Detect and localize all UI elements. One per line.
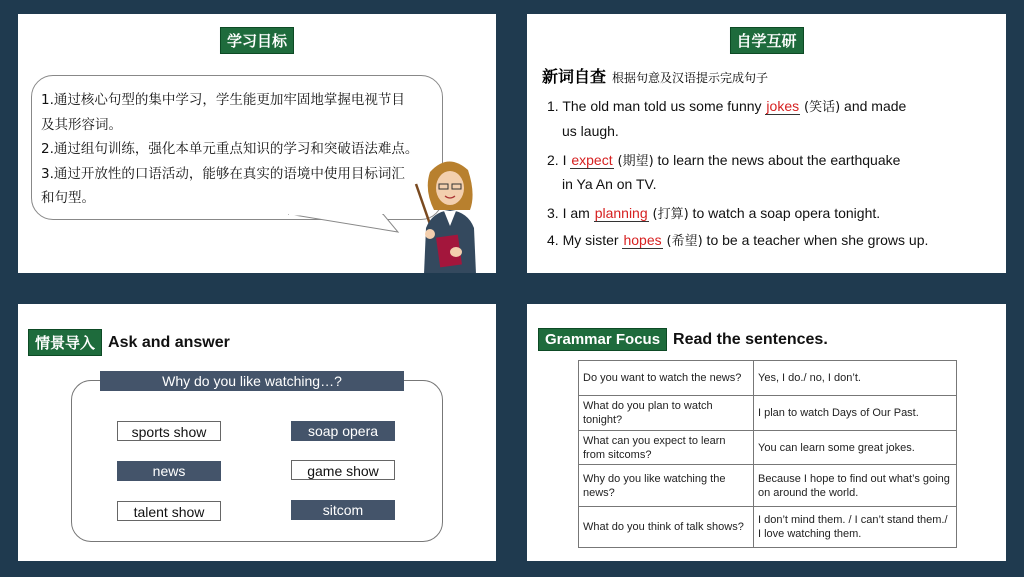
vocab-title: 新词自查 [542,67,607,86]
answer-cell: You can learn some great jokes. [754,431,957,465]
exercise-text: 3. I am [547,205,594,221]
chinese-hint: (笑话) [804,100,841,115]
learning-goals-tag: 学习目标 [220,27,294,54]
goal-line: 及其形容词。 [41,116,122,133]
question-cell: Why do you like watching the news? [579,465,754,507]
exercise-item [547,150,900,169]
goal-line: 1.通过核心句型的集中学习，学生能更加牢固地掌握电视节目 [41,92,405,108]
exercise-text: 2. I [547,152,571,168]
teacher-illustration [410,154,495,273]
question-cell: Do you want to watch the news? [579,361,754,396]
goals-text [41,88,431,211]
learning-goals-slide [18,14,496,273]
exercise-continuation: in Ya An on TV. [562,176,657,192]
answer-cell: I don’t mind them. / I can’t stand them./ I love watching them. [754,507,957,548]
question-cell: What do you plan to watch tonight? [579,396,754,431]
situation-intro-slide [18,304,496,561]
answer-cell: Because I hope to find out what’s going on around the world. [754,465,957,507]
chinese-hint: (打算) [652,207,689,222]
option-talent-show: talent show [117,501,221,521]
exercise-item [547,230,928,249]
slide-header [28,329,230,356]
answer-blank: planning [594,205,648,221]
goal-line: 3.通过开放性的口语活动，能够在真实的语境中使用目标词汇 [41,165,405,182]
answer-blank: jokes [766,98,800,114]
exercise-text: and made [840,98,907,114]
option-sitcom: sitcom [291,500,395,520]
table-row [579,431,957,465]
self-study-tag: 自学互研 [729,27,803,54]
option-game-show: game show [291,460,395,480]
grammar-table [578,360,957,548]
slide-title: Ask and answer [108,333,230,351]
vocab-header [542,64,768,87]
table-row [579,396,957,431]
exercise-continuation: us laugh. [562,123,619,139]
self-study-slide [527,14,1006,273]
exercise-text: 1. The old man told us some funny [547,98,766,114]
situation-tag: 情景导入 [28,329,102,356]
grammar-focus-slide [527,304,1006,561]
slide-header [538,328,828,351]
exercise-text: to learn the news about the earthquake [653,152,901,168]
table-row [579,361,957,396]
exercise-text: to watch a soap opera tonight. [688,205,881,221]
goal-line: 2.通过组句训练，强化本单元重点知识的学习和突破语法难点。 [41,141,419,157]
answer-cell: Yes, I do./ no, I don’t. [754,361,957,396]
exercise-item [547,96,906,115]
table-row [579,465,957,507]
question-bar: Why do you like watching…? [100,371,404,391]
table-row [579,507,957,548]
goal-line: 和句型。 [41,190,95,206]
answer-blank: hopes [623,232,662,248]
question-cell: What can you expect to learn from sitcoms? [579,431,754,465]
option-news: news [117,461,221,481]
speech-bubble-tail [288,214,408,234]
option-soap-opera: soap opera [291,421,395,441]
vocab-hint: 根据句意及汉语提示完成句子 [612,71,769,85]
answer-blank: expect [571,152,613,168]
chinese-hint: (期望) [617,154,654,169]
exercise-text: to be a teacher when she grows up. [702,232,929,248]
exercise-text: 4. My sister [547,232,623,248]
grammar-focus-tag: Grammar Focus [538,328,667,351]
answer-cell: I plan to watch Days of Our Past. [754,396,957,431]
exercise-item [547,203,880,222]
question-cell: What do you think of talk shows? [579,507,754,548]
chinese-hint: (希望) [666,234,703,249]
option-sports-show: sports show [117,421,221,441]
slide-title: Read the sentences. [673,330,828,348]
